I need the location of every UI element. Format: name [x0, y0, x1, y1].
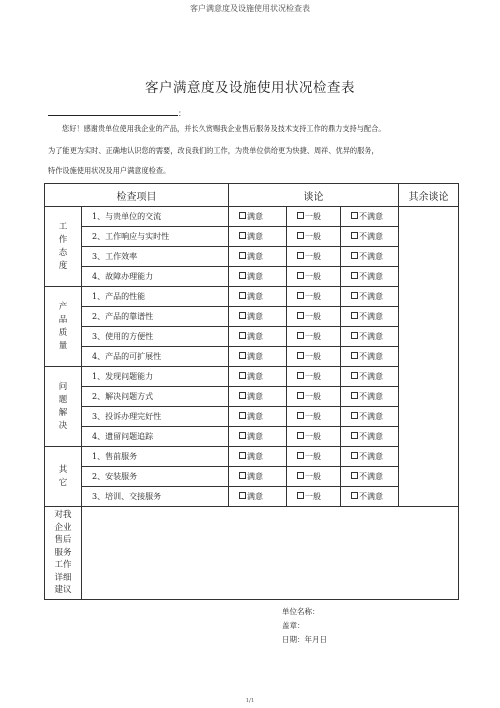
- table-header-row: [45, 184, 459, 207]
- checkbox-icon[interactable]: [297, 432, 304, 439]
- group-label-char: 量: [58, 340, 68, 351]
- rating-option-cell[interactable]: [229, 367, 287, 387]
- rating-option-cell[interactable]: [287, 267, 341, 287]
- rating-option-cell[interactable]: [287, 387, 341, 407]
- rating-option-label: 满意: [247, 472, 263, 481]
- checkbox-icon[interactable]: [351, 332, 358, 339]
- rating-option-label: 不满意: [359, 212, 383, 221]
- group-label-char: 品: [58, 314, 68, 325]
- checkbox-icon[interactable]: [351, 432, 358, 439]
- rating-option-cell[interactable]: [341, 387, 399, 407]
- intro-line-1: 您好！感谢贵单位使用我企业的产品，并长久赏赐我企业售后服务及技术支持工作的鼎力支持与配合。: [62, 124, 386, 133]
- suggestion-label-line: 服务: [54, 547, 72, 558]
- group-label-3: [45, 447, 82, 507]
- addressee-blank-line[interactable]: [48, 104, 178, 116]
- rating-option-label: 满意: [247, 232, 263, 241]
- checkbox-icon[interactable]: [351, 472, 358, 479]
- date-label: 日期：年月日: [282, 635, 327, 644]
- checkbox-icon[interactable]: [239, 332, 246, 339]
- rating-option-label: 一般: [305, 432, 321, 441]
- rating-option-label: 满意: [247, 392, 263, 401]
- rating-option-cell[interactable]: [229, 447, 287, 467]
- table-row: [45, 227, 459, 247]
- checkbox-icon[interactable]: [297, 212, 304, 219]
- rating-option-label: 一般: [305, 252, 321, 261]
- checkbox-icon[interactable]: [351, 352, 358, 359]
- suggestion-label-line: 建议: [54, 585, 72, 595]
- checkbox-icon[interactable]: [239, 272, 246, 279]
- rating-option-cell[interactable]: [341, 207, 399, 227]
- check-item-label: 4、故障办理能力: [82, 267, 229, 287]
- check-item-label: 3、工作效率: [82, 247, 229, 267]
- group-label-char: 质: [58, 327, 68, 338]
- checkbox-icon[interactable]: [351, 412, 358, 419]
- checkbox-icon[interactable]: [297, 252, 304, 259]
- checkbox-icon[interactable]: [297, 392, 304, 399]
- table-row: [45, 447, 459, 467]
- table-row: [45, 487, 459, 507]
- rating-option-cell[interactable]: [229, 207, 287, 227]
- rating-option-cell[interactable]: [287, 247, 341, 267]
- group-label-char: 工: [58, 221, 68, 232]
- rating-option-cell[interactable]: [341, 347, 399, 367]
- intro-line-3: 特作设施使用状况及用户满意度检查。: [48, 166, 171, 175]
- header-other-comments: 其余谈论: [399, 184, 459, 207]
- rating-option-label: 一般: [305, 412, 321, 421]
- group-label-1: [45, 287, 82, 367]
- suggestion-label-line: 企业: [54, 522, 72, 533]
- check-item-label: 1、发现问题能力: [82, 367, 229, 387]
- table-row: [45, 267, 459, 287]
- checkbox-icon[interactable]: [351, 492, 358, 499]
- rating-option-cell[interactable]: [229, 227, 287, 247]
- suggestion-label-line: 工作: [54, 560, 72, 570]
- checkbox-icon[interactable]: [351, 252, 358, 259]
- page-number: 1/1: [245, 698, 255, 704]
- table-row: [45, 307, 459, 327]
- rating-option-label: 满意: [247, 332, 263, 341]
- rating-option-label: 不满意: [359, 252, 383, 261]
- rating-option-label: 不满意: [359, 232, 383, 241]
- checkbox-icon[interactable]: [297, 332, 304, 339]
- check-item-label: 2、产品的靠谱性: [82, 307, 229, 327]
- rating-option-label: 满意: [247, 292, 263, 301]
- checkbox-icon[interactable]: [239, 372, 246, 379]
- table-row: [45, 407, 459, 427]
- rating-option-label: 满意: [247, 272, 263, 281]
- checkbox-icon[interactable]: [239, 472, 246, 479]
- rating-option-label: 不满意: [359, 272, 383, 281]
- rating-option-label: 一般: [305, 452, 321, 461]
- group-label-char: 问: [58, 381, 68, 392]
- group-label-char: 解: [58, 407, 68, 418]
- table-row: [45, 287, 459, 307]
- checkbox-icon[interactable]: [239, 352, 246, 359]
- rating-option-cell[interactable]: [341, 227, 399, 247]
- checkbox-icon[interactable]: [351, 452, 358, 459]
- rating-option-label: 一般: [305, 472, 321, 481]
- signature-block: [282, 605, 327, 647]
- checkbox-icon[interactable]: [297, 372, 304, 379]
- table-row: [45, 387, 459, 407]
- rating-option-cell[interactable]: [341, 407, 399, 427]
- checkbox-icon[interactable]: [297, 452, 304, 459]
- rating-option-label: 一般: [305, 232, 321, 241]
- checkbox-icon[interactable]: [239, 232, 246, 239]
- rating-option-cell[interactable]: [341, 467, 399, 487]
- rating-option-cell[interactable]: [341, 487, 399, 507]
- checkbox-icon[interactable]: [297, 352, 304, 359]
- rating-option-cell[interactable]: [229, 327, 287, 347]
- checkbox-icon[interactable]: [351, 232, 358, 239]
- group-label-char: 决: [58, 420, 68, 431]
- rating-option-cell[interactable]: [341, 307, 399, 327]
- checkbox-icon[interactable]: [239, 212, 246, 219]
- intro-line-2: 为了能更为实时、正确地认识您的需要，改良我们的工作，为贵单位供给更为快捷、周祥、优异的服务，: [48, 146, 379, 155]
- rating-option-cell[interactable]: [229, 267, 287, 287]
- rating-option-cell[interactable]: [287, 307, 341, 327]
- checkbox-icon[interactable]: [351, 272, 358, 279]
- rating-option-label: 满意: [247, 452, 263, 461]
- checkbox-icon[interactable]: [351, 372, 358, 379]
- header-evaluation: 谈论: [229, 184, 399, 207]
- rating-option-cell[interactable]: [287, 487, 341, 507]
- rating-option-cell[interactable]: [287, 327, 341, 347]
- rating-option-cell[interactable]: [287, 207, 341, 227]
- rating-option-label: 不满意: [359, 472, 383, 481]
- check-item-label: 2、安装服务: [82, 467, 229, 487]
- rating-option-label: 满意: [247, 252, 263, 261]
- table-row: [45, 247, 459, 267]
- group-label-0: [45, 207, 82, 287]
- group-label-char: 产: [58, 301, 68, 312]
- suggestion-input-area[interactable]: [82, 507, 459, 600]
- check-item-label: 2、解决问题方式: [82, 387, 229, 407]
- rating-option-label: 不满意: [359, 292, 383, 301]
- checkbox-icon[interactable]: [351, 312, 358, 319]
- check-item-label: 2、工作响应与实时性: [82, 227, 229, 247]
- suggestion-row: [45, 507, 459, 600]
- checkbox-icon[interactable]: [239, 492, 246, 499]
- suggestion-label-line: 对我: [54, 510, 72, 520]
- rating-option-label: 一般: [305, 492, 321, 501]
- checkbox-icon[interactable]: [239, 312, 246, 319]
- rating-option-cell[interactable]: [229, 427, 287, 447]
- check-item-label: 4、产品的可扩展性: [82, 347, 229, 367]
- rating-option-cell[interactable]: [287, 447, 341, 467]
- checkbox-icon[interactable]: [239, 432, 246, 439]
- rating-option-cell[interactable]: [341, 287, 399, 307]
- rating-option-label: 不满意: [359, 432, 383, 441]
- table-row: [45, 427, 459, 447]
- addressee-colon: ：: [178, 109, 186, 118]
- survey-table: [44, 183, 459, 600]
- rating-option-label: 一般: [305, 392, 321, 401]
- table-row: [45, 327, 459, 347]
- suggestion-label-line: 详细: [54, 572, 72, 583]
- rating-option-cell[interactable]: [341, 367, 399, 387]
- checkbox-icon[interactable]: [297, 412, 304, 419]
- group-label-char: 作: [58, 234, 68, 245]
- group-label-2: [45, 367, 82, 447]
- check-item-label: 1、售前服务: [82, 447, 229, 467]
- rating-option-cell[interactable]: [229, 247, 287, 267]
- table-row: [45, 347, 459, 367]
- header-check-items: 检查项目: [45, 184, 229, 207]
- checkbox-icon[interactable]: [239, 252, 246, 259]
- rating-option-cell[interactable]: [287, 227, 341, 247]
- group-label-char: 其: [58, 464, 68, 475]
- rating-option-cell[interactable]: [287, 287, 341, 307]
- other-comments-field[interactable]: [399, 207, 459, 507]
- table-row: [45, 367, 459, 387]
- rating-option-label: 不满意: [359, 332, 383, 341]
- rating-option-cell[interactable]: [341, 447, 399, 467]
- rating-option-label: 满意: [247, 492, 263, 501]
- rating-option-cell[interactable]: [341, 427, 399, 447]
- rating-option-cell[interactable]: [287, 367, 341, 387]
- rating-option-label: 满意: [247, 432, 263, 441]
- rating-option-label: 不满意: [359, 392, 383, 401]
- checkbox-icon[interactable]: [297, 472, 304, 479]
- rating-option-label: 满意: [247, 412, 263, 421]
- rating-option-cell[interactable]: [229, 467, 287, 487]
- rating-option-label: 一般: [305, 332, 321, 341]
- rating-option-cell[interactable]: [229, 387, 287, 407]
- checkbox-icon[interactable]: [351, 292, 358, 299]
- rating-option-label: 满意: [247, 212, 263, 221]
- rating-option-cell[interactable]: [229, 407, 287, 427]
- rating-option-label: 满意: [247, 312, 263, 321]
- rating-option-label: 不满意: [359, 312, 383, 321]
- check-item-label: 4、遗留问题追踪: [82, 427, 229, 447]
- group-label-char: 态: [58, 247, 68, 258]
- rating-option-cell[interactable]: [287, 467, 341, 487]
- group-label-char: 题: [58, 394, 68, 405]
- rating-option-label: 不满意: [359, 492, 383, 501]
- rating-option-label: 一般: [305, 212, 321, 221]
- table-row: [45, 467, 459, 487]
- check-item-label: 1、产品的性能: [82, 287, 229, 307]
- rating-option-label: 一般: [305, 372, 321, 381]
- rating-option-label: 满意: [247, 352, 263, 361]
- rating-option-cell[interactable]: [341, 267, 399, 287]
- checkbox-icon[interactable]: [239, 392, 246, 399]
- table-row: [45, 207, 459, 227]
- rating-option-label: 一般: [305, 312, 321, 321]
- rating-option-cell[interactable]: [229, 347, 287, 367]
- rating-option-cell[interactable]: [341, 327, 399, 347]
- rating-option-cell[interactable]: [229, 287, 287, 307]
- document-header: 客户满意度及设施使用状况检查表: [190, 4, 310, 13]
- unit-name-label: 单位名称：: [282, 607, 320, 616]
- rating-option-label: 满意: [247, 372, 263, 381]
- rating-option-label: 不满意: [359, 352, 383, 361]
- checkbox-icon[interactable]: [297, 312, 304, 319]
- seal-label: 盖章：: [282, 621, 305, 630]
- checkbox-icon[interactable]: [351, 392, 358, 399]
- rating-option-cell[interactable]: [287, 347, 341, 367]
- rating-option-cell[interactable]: [287, 427, 341, 447]
- checkbox-icon[interactable]: [239, 292, 246, 299]
- checkbox-icon[interactable]: [297, 232, 304, 239]
- rating-option-cell[interactable]: [229, 487, 287, 507]
- group-label-char: 它: [58, 477, 68, 488]
- check-item-label: 3、培训、交接服务: [82, 487, 229, 507]
- checkbox-icon[interactable]: [239, 412, 246, 419]
- check-item-label: 3、使用的方便性: [82, 327, 229, 347]
- rating-option-cell[interactable]: [341, 247, 399, 267]
- rating-option-label: 不满意: [359, 452, 383, 461]
- rating-option-cell[interactable]: [287, 407, 341, 427]
- rating-option-label: 不满意: [359, 412, 383, 421]
- checkbox-icon[interactable]: [297, 272, 304, 279]
- check-item-label: 3、投诉办理完好性: [82, 407, 229, 427]
- rating-option-cell[interactable]: [229, 307, 287, 327]
- check-item-label: 1、与贵单位的交流: [82, 207, 229, 227]
- rating-option-label: 一般: [305, 352, 321, 361]
- rating-option-label: 一般: [305, 272, 321, 281]
- checkbox-icon[interactable]: [297, 292, 304, 299]
- group-label-char: 度: [58, 260, 68, 271]
- checkbox-icon[interactable]: [297, 492, 304, 499]
- rating-option-label: 一般: [305, 292, 321, 301]
- checkbox-icon[interactable]: [351, 212, 358, 219]
- page-title: 客户满意度及设施使用状况检查表: [145, 80, 355, 96]
- checkbox-icon[interactable]: [239, 452, 246, 459]
- suggestion-label-line: 售后: [54, 535, 72, 545]
- rating-option-label: 不满意: [359, 372, 383, 381]
- suggestion-label: [45, 507, 82, 600]
